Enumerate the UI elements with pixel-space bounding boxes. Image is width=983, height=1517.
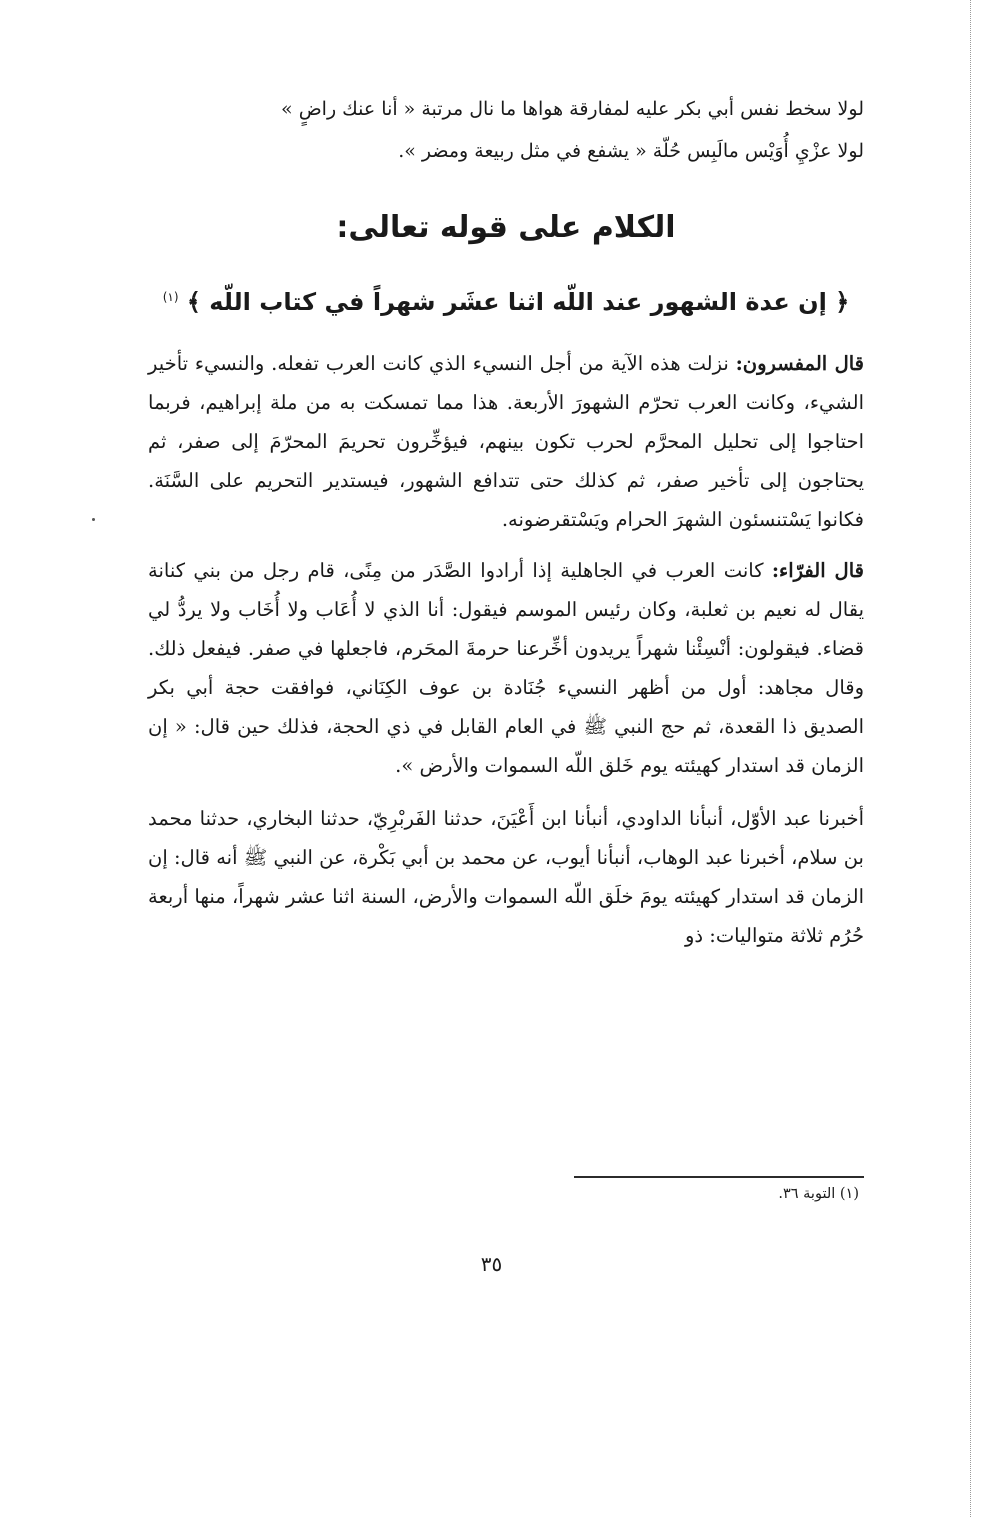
- scan-speck: [92, 518, 95, 521]
- poem-line-2: لولا عزْيِ أُوَيْس مالَبِس حُلّة « يشفع في مثل ربيعة ومضر ».: [398, 140, 864, 162]
- footnote: (١) التوبة ٣٦.: [778, 1186, 859, 1202]
- paragraph-lead: قال المفسرون:: [735, 352, 865, 375]
- footnote-separator: [574, 1176, 864, 1178]
- paragraph-text: نزلت هذه الآية من أجل النسيء الذي كانت العرب تفعله. والنسيء تأخير الشيء، وكانت العرب تحرّم الشهورَ الأربعة. هذا مما تمسكت به من ملة إبراهيم، فربما احتاجوا إلى تحليل المحرَّم لحرب تكون بينهم، فيؤخِّرون تحريمَ المحرّمَ إلى صفر، ثم يحتاجون إلى تأخير صفر، ثم كذلك حتى تتدافع الشهور، فيستدير التحريم على السَّنَة. فكانوا يَسْتنسئون الشهرَ الحرام ويَسْتقرضونه.: [148, 352, 864, 531]
- paragraph-text: كانت العرب في الجاهلية إذا أرادوا الصَّدَر من مِنًى، قام رجل من بني كنانة يقال له نعيم بن ثعلبة، وكان رئيس الموسم فيقول: أنا الذي لا أُعَاب ولا أُخَاب ولا يردُّ لي قضاء. فيقولون: أنْسِئْنا شهراً يريدون أخِّرعنا حرمةَ المحَرم، فاجعلها في صفر. فيفعل ذلك. وقال مجاهد: أول من أظهر النسيء جُنَادة بن عوف الكِنَاني، فوافقت حجة أبي بكر الصديق ذا القعدة، ثم حج النبي ﷺ في العام القابل في ذي الحجة، فذلك حين قال: « إن الزمان قد استدار كهيئته يوم خَلق اللّه السموات والأرض ».: [148, 559, 864, 777]
- verse-text: ﴿ إن عدة الشهور عند اللّه اثنا عشَر شهراً في كتاب اللّه ﴾: [186, 288, 850, 316]
- footnote-reference: (١): [162, 290, 179, 304]
- page-edge-line: [970, 0, 971, 1517]
- page-number: ٣٥: [480, 1252, 503, 1276]
- poem-line-1: لولا سخط نفس أبي بكر عليه لمفارقة هواها ما نال مرتبة « أنا عنك راضٍ »: [281, 98, 864, 120]
- section-heading: الكلام على قوله تعالى:: [336, 210, 676, 245]
- paragraph-farra: [148, 551, 864, 785]
- paragraph-text: أخبرنا عبد الأوّل، أنبأنا الداودي، أنبأنا ابن أَعْيَنَ، حدثنا الفَربْرِيّ، حدثنا البخاري، حدثنا محمد بن سلام، أخبرنا عبد الوهاب، أنبأنا أيوب، عن محمد بن أبي بَكْرة، عن النبي ﷺ أنه قال: إن الزمان قد استدار كهيئته يومَ خلَق اللّه السموات والأرض، السنة اثنا عشر شهراً، منها أربعة حُرُم ثلاثة متواليات: ذو: [148, 807, 864, 947]
- verse-heading: [148, 270, 864, 324]
- poem-block: [148, 88, 864, 172]
- paragraph-lead: قال الفرّاء:: [771, 559, 864, 582]
- paragraph-mufassirun: [148, 344, 864, 539]
- page-body: [148, 88, 864, 955]
- paragraph-hadith: [148, 799, 864, 955]
